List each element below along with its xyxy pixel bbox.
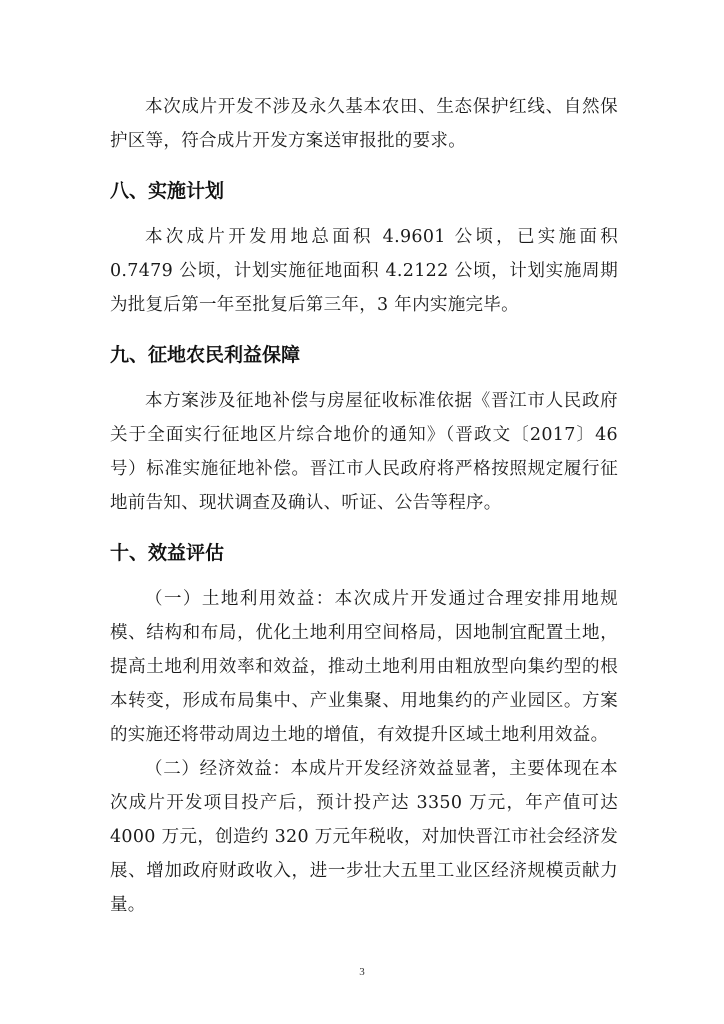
page-number: 3 [359,966,365,978]
farmer-rights-paragraph: 本方案涉及征地补偿与房屋征收标准依据《晋江市人民政府关于全面实行征地区片综合地价的通知》（晋政文〔2017〕46 号）标准实施征地补偿。晋江市人民政府将严格按照规定履行征地前告知、现状调查及确认、听证、公告等程序。 [110,391,618,513]
section-heading-benefit-evaluation: 十、效益评估 [110,542,225,564]
intro-paragraph: 本次成片开发不涉及永久基本农田、生态保护红线、自然保护区等，符合成片开发方案送审报批的要求。 [110,97,618,151]
land-use-benefit-paragraph: （一）土地利用效益：本次成片开发通过合理安排用地规模、结构和布局，优化土地利用空间格局，因地制宜配置土地，提高土地利用效率和效益，推动土地利用由粗放型向集约型的根本转变，形成布局集中、产业集聚、用地集约的产业园区。方案的实施还将带动周边土地的增值，有效提升区域土地利用效益。 [110,589,618,745]
document-body [110,90,618,922]
economic-benefit-paragraph: （二）经济效益：本成片开发经济效益显著，主要体现在本次成片开发项目投产后，预计投产达 3350 万元，年产值可达 4000 万元，创造约 320 万元年税收，对加快晋江市社会经济发展、增加政府财政收入，进一步壮大五里工业区经济规模贡献力量。 [110,759,618,915]
implementation-plan-paragraph: 本次成片开发用地总面积 4.9601 公顷，已实施面积 0.7479 公顷，计划实施征地面积 4.2122 公顷，计划实施周期为批复后第一年至批复后第三年，3 年内实施完毕。 [110,227,618,315]
section-heading-implementation-plan: 八、实施计划 [110,180,225,202]
section-heading-farmer-rights: 九、征地农民利益保障 [110,344,301,366]
